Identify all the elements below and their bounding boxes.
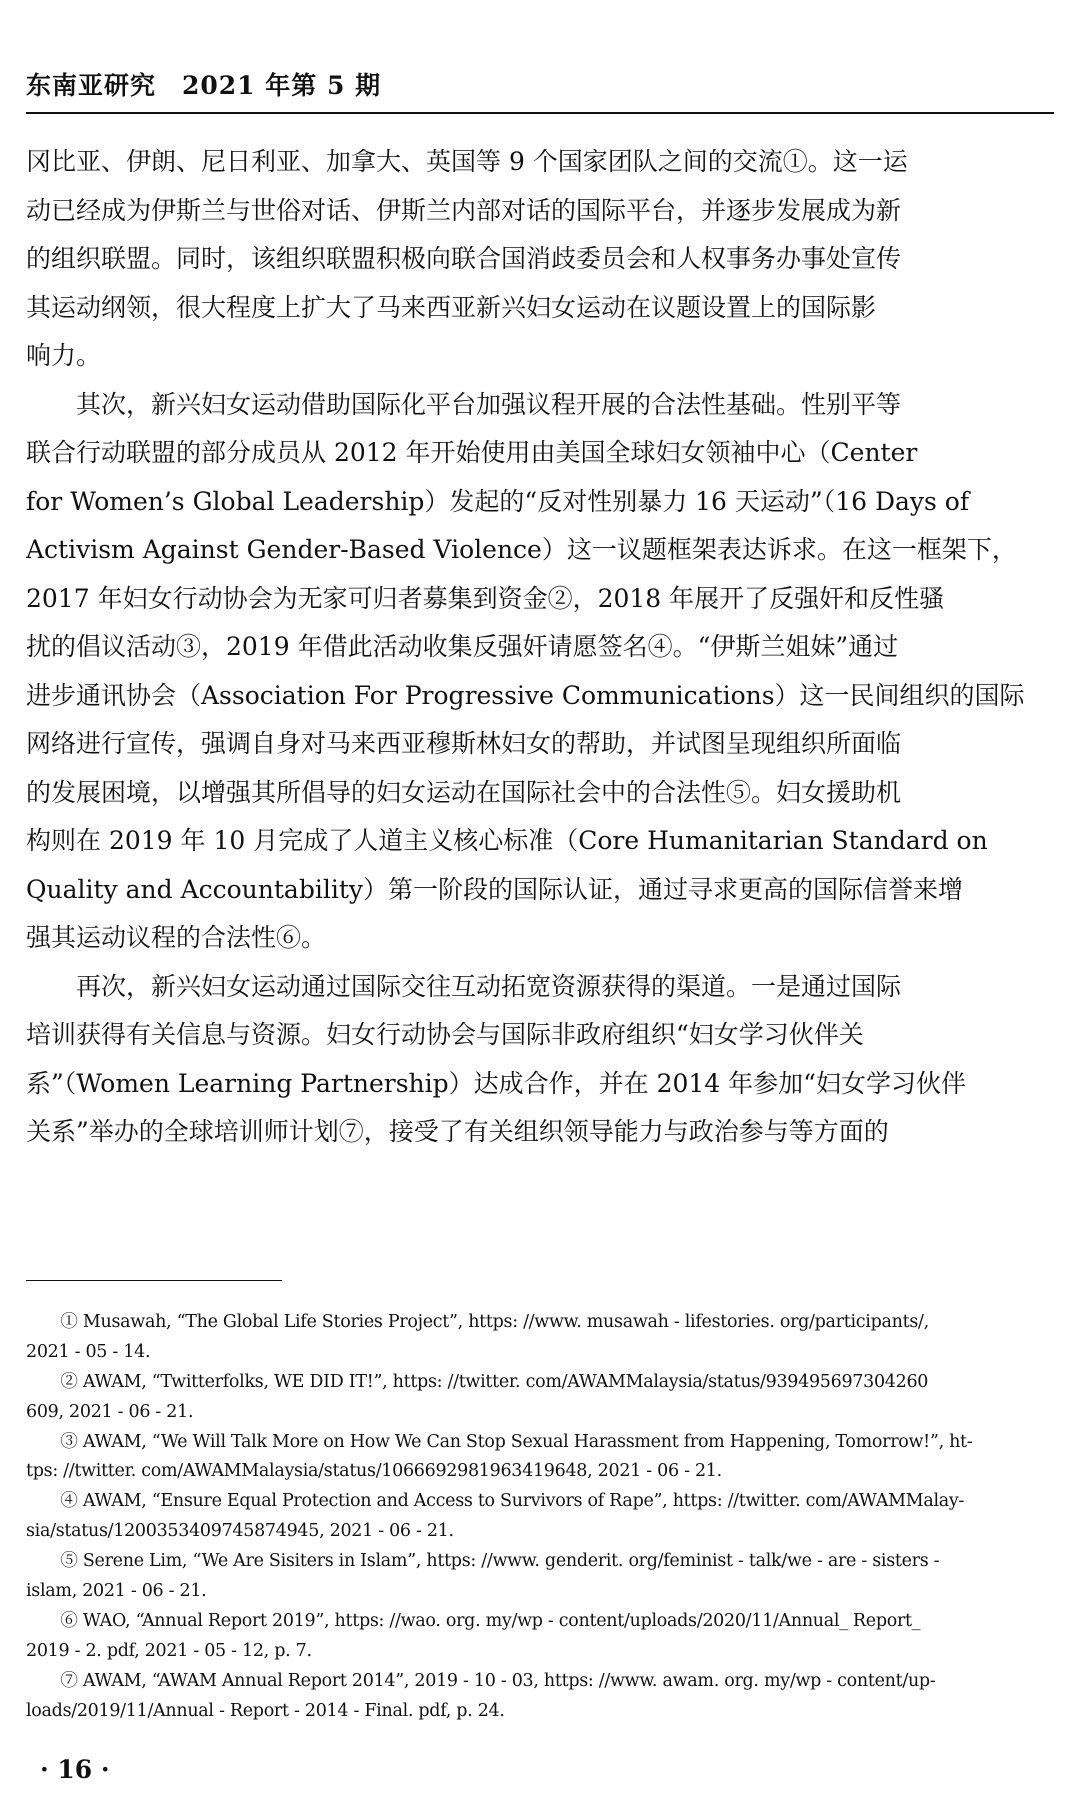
footnote-line: ⑦ AWAM, “AWAM Annual Report 2014”, 2019 - 10 - 03, https: //www. awam. org. my/wp - content/up- (26, 1670, 936, 1691)
body-line: 强其运动议程的合法性⑥。 (26, 923, 327, 952)
footnote-line: 2019 - 2. pdf, 2021 - 05 - 12, p. 7. (26, 1640, 312, 1661)
footnote-line: tps: //twitter. com/AWAMMalaysia/status/1066692981963419648, 2021 - 06 - 21. (26, 1461, 722, 1482)
body-line: 的发展困境，以增强其所倡导的妇女运动在国际社会中的合法性⑤。妇女援助机 (26, 777, 902, 807)
body-line: 扰的倡议活动③，2019 年借此活动收集反强奸请愿签名④。“伊斯兰姐妹”通过 (26, 632, 899, 661)
running-header: 东南亚研究 2021 年第 5 期 (26, 71, 382, 100)
footnote-line: ④ AWAM, “Ensure Equal Protection and Access to Survivors of Rape”, https: //twitter. com/AWAMMalay- (26, 1491, 965, 1512)
body-line: 系”（Women Learning Partnership）达成合作，并在 2014 年参加“妇女学习伙伴 (26, 1068, 966, 1098)
page-number: · 16 · (40, 1755, 110, 1784)
body-line: 再次，新兴妇女运动通过国际交往互动拓宽资源获得的渠道。一是通过国际 (26, 971, 902, 1001)
body-line: 2017 年妇女行动协会为无家可归者募集到资金②，2018 年展开了反强奸和反性骚 (26, 583, 945, 613)
body-line: 其次，新兴妇女运动借助国际化平台加强议程开展的合法性基础。性别平等 (26, 389, 902, 419)
footnote-rule (26, 1280, 282, 1281)
body-line: 的组织联盟。同时，该组织联盟积极向联合国消歧委员会和人权事务办事处宣传 (26, 244, 902, 273)
footnote-line: 2021 - 05 - 14. (26, 1341, 151, 1362)
footnote-line: ① Musawah, “The Global Life Stories Project”, https: //www. musawah - lifestories. org/participants/, (26, 1312, 929, 1332)
body-text (26, 138, 1054, 1157)
footnote-line: ② AWAM, “Twitterfolks, WE DID IT!”, https: //twitter. com/AWAMMalaysia/status/939495697304260 (26, 1371, 929, 1392)
footnote-line: ③ AWAM, “We Will Talk More on How We Can Stop Sexual Harassment from Happening, Tomorrow!”, ht- (26, 1431, 973, 1452)
body-line: 进步通讯协会（Association For Progressive Communications）这一民间组织的国际 (26, 680, 1025, 710)
footnote-line: 609, 2021 - 06 - 21. (26, 1401, 194, 1422)
body-line: 培训获得有关信息与资源。妇女行动协会与国际非政府组织“妇女学习伙伴关 (26, 1020, 864, 1049)
body-line: 响力。 (26, 341, 102, 370)
body-line: 联合行动联盟的部分成员从 2012 年开始使用由美国全球妇女领袖中心（Center (26, 438, 918, 467)
header-rule (26, 112, 1054, 114)
body-line: 冈比亚、伊朗、尼日利亚、加拿大、英国等 9 个国家团队之间的交流①。这一运 (26, 147, 908, 176)
body-line: for Women’s Global Leadership）发起的“反对性别暴力 16 天运动”（16 Days of (26, 486, 970, 516)
footnote-line: loads/2019/11/Annual - Report - 2014 - Final. pdf, p. 24. (26, 1700, 505, 1721)
footnote-line: sia/status/1200353409745874945, 2021 - 06 - 21. (26, 1521, 454, 1542)
body-line: 关系”举办的全球培训师计划⑦，接受了有关组织领导能力与政治参与等方面的 (26, 1117, 889, 1146)
body-line: Activism Against Gender-Based Violence）这一议题框架表达诉求。在这一框架下， (26, 535, 1017, 564)
footnotes (26, 1308, 1054, 1726)
footnote-line: islam, 2021 - 06 - 21. (26, 1581, 207, 1602)
body-line: 网络进行宣传，强调自身对马来西亚穆斯林妇女的帮助，并试图呈现组织所面临 (26, 729, 902, 758)
footnote-line: ⑥ WAO, “Annual Report 2019”, https: //wao. org. my/wp - content/uploads/2020/11/Annual_ Report_ (26, 1610, 921, 1631)
body-line: Quality and Accountability）第一阶段的国际认证，通过寻求更高的国际信誉来增 (26, 874, 963, 904)
footnote-line: ⑤ Serene Lim, “We Are Sisiters in Islam”, https: //www. genderit. org/feminist - talk/we - are - sisters - (26, 1551, 940, 1572)
body-line: 动已经成为伊斯兰与世俗对话、伊斯兰内部对话的国际平台，并逐步发展成为新 (26, 195, 902, 225)
body-line: 其运动纲领，很大程度上扩大了马来西亚新兴妇女运动在议题设置上的国际影 (26, 292, 877, 322)
body-line: 构则在 2019 年 10 月完成了人道主义核心标准（Core Humanitarian Standard on (26, 826, 988, 855)
